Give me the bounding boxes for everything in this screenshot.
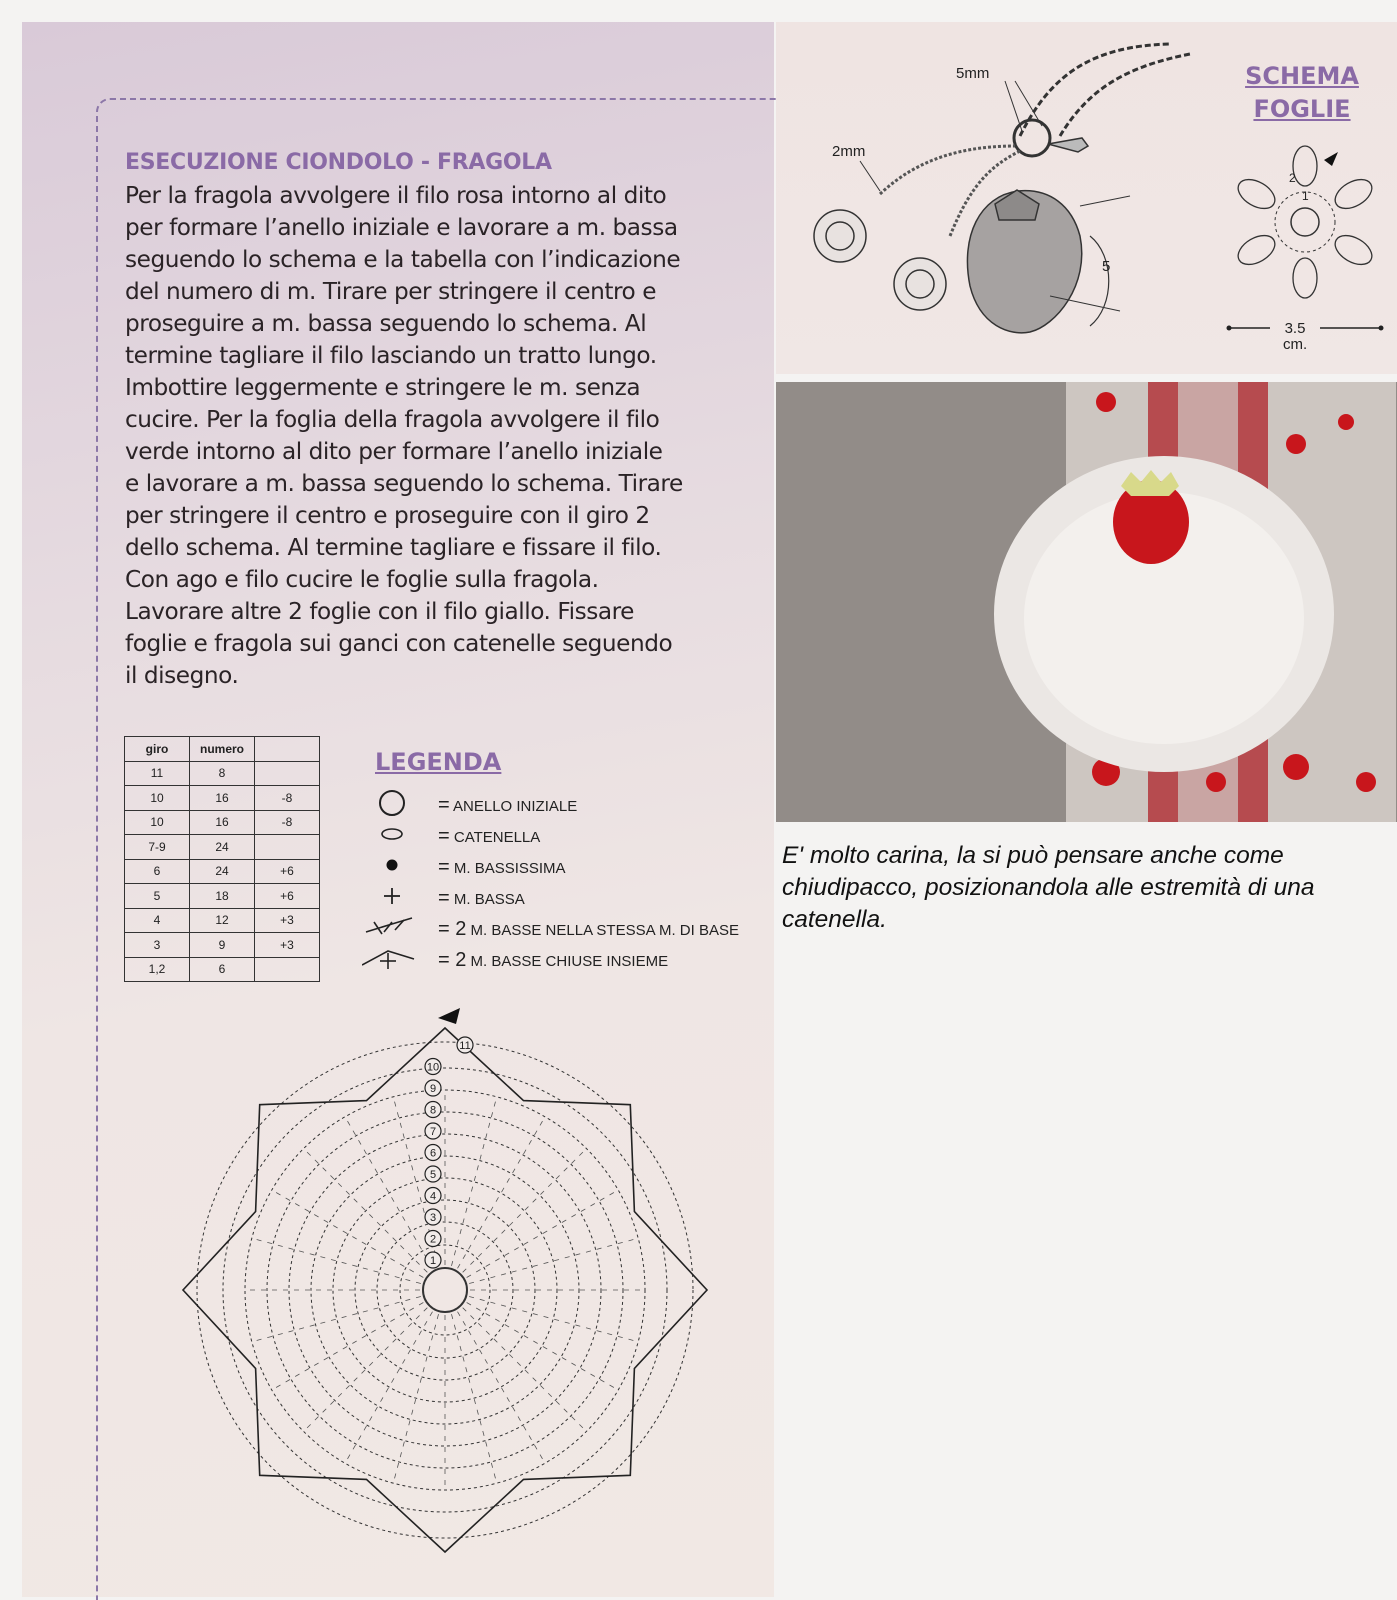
legend-eq: =: [438, 887, 450, 909]
photo-strawberry-bowl: [776, 382, 1397, 822]
diagram-spoke: [458, 1117, 546, 1269]
instructions-line: per stringere il centro e proseguire con il giro 2: [125, 502, 650, 529]
table-cell: 4: [125, 908, 190, 933]
instructions-line: e lavorare a m. bassa seguendo lo schema. Tirare: [125, 470, 683, 497]
table-cell: [255, 957, 320, 982]
instructions-line: verde intorno al dito per formare l’anello iniziale: [125, 438, 663, 465]
instructions-title: ESECUZIONE CIONDOLO - FRAGOLA: [125, 150, 552, 175]
table-header-cell: giro: [125, 737, 190, 762]
legend-label: ANELLO INIZIALE: [453, 798, 578, 815]
diagram-ring: [223, 1068, 667, 1512]
diagram-round-numbers: [425, 1037, 473, 1268]
diagram-spoke: [451, 1314, 496, 1483]
legend-label: M. BASSE CHIUSE INSIEME: [470, 953, 669, 970]
diagram-spoke: [463, 1149, 587, 1273]
table-row: [125, 810, 320, 835]
instructions-line: Imbottire leggermente e stringere le m. senza: [125, 374, 641, 401]
round-number: 5: [429, 1169, 437, 1181]
table-row: [125, 933, 320, 958]
table-cell: +6: [255, 859, 320, 884]
diagram-spoke: [304, 1308, 428, 1432]
table-header-row: [125, 737, 320, 762]
instructions-body: [125, 180, 760, 692]
table-cell: 16: [190, 810, 255, 835]
schema-title-line: SCHEMA: [1245, 62, 1359, 90]
table-cell: 6: [190, 957, 255, 982]
round-number: 6: [429, 1147, 437, 1160]
legend-eq: =: [438, 825, 450, 847]
table-cell: 1,2: [125, 957, 190, 982]
round-number: 7: [429, 1126, 437, 1138]
legend-eq: = 2: [438, 918, 467, 940]
diagram-spoke: [393, 1314, 438, 1483]
diagram-ring: [423, 1268, 467, 1312]
leaf-start-arrow-icon: [1324, 152, 1338, 166]
diagram-spoke: [463, 1308, 587, 1432]
table-cell: +3: [255, 908, 320, 933]
diagram-spoke: [469, 1296, 638, 1341]
chain-stitch-icon: [362, 821, 437, 847]
leaf-petal: [1293, 258, 1317, 298]
leaf-flower-left: [814, 210, 866, 262]
round-number: 9: [429, 1083, 437, 1095]
round-number: 8: [429, 1104, 437, 1117]
size-value: 3.5: [1284, 320, 1306, 337]
table-cell: +3: [255, 933, 320, 958]
size-indicator: [1225, 318, 1385, 338]
instructions-line: dello schema. Al termine tagliare e fissare il filo.: [125, 534, 662, 561]
instructions-line: proseguire a m. bassa seguendo lo schema. Al: [125, 310, 647, 337]
table-cell: 12: [190, 908, 255, 933]
legend-title: LEGENDA: [375, 748, 502, 776]
table-cell: 7-9: [125, 835, 190, 860]
table-cell: [255, 835, 320, 860]
increase-icon: [362, 914, 437, 940]
table-row: [125, 761, 320, 786]
table-cell: 10: [125, 810, 190, 835]
single-crochet-icon: [362, 883, 437, 909]
leaf-petals: [1233, 146, 1377, 298]
round-number: 11: [459, 1040, 471, 1052]
table-row: [125, 835, 320, 860]
table-row: [125, 786, 320, 811]
diagram-ring: [400, 1245, 490, 1335]
decrease-icon: [362, 945, 437, 971]
instructions-line: seguendo lo schema e la tabella con l’indicazione: [125, 246, 681, 273]
start-arrow-icon: [438, 1008, 460, 1024]
legend-eq: =: [438, 794, 450, 816]
leaf-petal: [1233, 174, 1280, 215]
table-cell: 3: [125, 933, 190, 958]
schema-foglie-title: [1242, 60, 1362, 126]
clasp-icon: [1048, 138, 1088, 152]
legend-label: M. BASSE NELLA STESSA M. DI BASE: [470, 922, 739, 939]
photo-caption: E' molto carina, la si può pensare anche come chiudipacco, posizionandola alle estremità di una catenella.: [782, 842, 1315, 933]
instructions-line: termine tagliare il filo lasciando un tratto lungo.: [125, 342, 657, 369]
table-cell: 8: [190, 761, 255, 786]
assembly-drawing: [790, 26, 1250, 366]
table-row: [125, 884, 320, 909]
leaf-flower-right: [894, 258, 946, 310]
table-cell: -8: [255, 810, 320, 835]
table-row: [125, 859, 320, 884]
table-row: [125, 908, 320, 933]
legend-label: M. BASSISSIMA: [453, 860, 566, 877]
legend-label: M. BASSA: [453, 891, 525, 908]
round-number: 1: [429, 1255, 437, 1267]
size-unit: cm.: [1283, 336, 1308, 353]
legend-eq: = 2: [438, 949, 467, 971]
table-cell: 6: [125, 859, 190, 884]
leaf-petal: [1330, 230, 1377, 271]
round-number: 3: [429, 1212, 437, 1224]
table-cell: 10: [125, 786, 190, 811]
table-cell: +6: [255, 884, 320, 909]
table-cell: 24: [190, 835, 255, 860]
table-cell: 16: [190, 786, 255, 811]
diagram-spoke: [467, 1303, 619, 1391]
schema-title-line: FOGLIE: [1253, 95, 1351, 123]
diagram-ring: [197, 1042, 693, 1538]
table-cell: 9: [190, 933, 255, 958]
crochet-leaf: [1121, 470, 1179, 496]
table-row: [125, 957, 320, 982]
instructions-line: foglie e fragola sui ganci con catenelle seguendo: [125, 630, 673, 657]
instructions-line: Lavorare altre 2 foglie con il filo giallo. Fissare: [125, 598, 634, 625]
table-cell: 5: [125, 884, 190, 909]
legend-label: CATENELLA: [453, 829, 541, 846]
instructions-line: Con ago e filo cucire le foglie sulla fragola.: [125, 566, 599, 593]
table-cell: 11: [125, 761, 190, 786]
diagram-spoke: [272, 1303, 424, 1391]
legend-eq: =: [438, 856, 450, 878]
diagram-spoke: [458, 1312, 546, 1464]
round-number: 4: [429, 1190, 437, 1203]
label-5mm: 5mm: [956, 65, 990, 82]
slip-stitch-icon: [362, 852, 437, 878]
label-5: 5: [1102, 258, 1111, 275]
leaf-round-2: 2: [1289, 171, 1296, 185]
leaf-petal: [1293, 146, 1317, 186]
diagram-spoke: [451, 1097, 496, 1266]
table-cell: 18: [190, 884, 255, 909]
table-cell: -8: [255, 786, 320, 811]
diagram-ring: [333, 1178, 557, 1402]
photo-illustration: [776, 382, 1397, 822]
table-cell: [255, 761, 320, 786]
leaf-petal: [1233, 230, 1280, 271]
instructions-line: Per la fragola avvolgere il filo rosa intorno al dito: [125, 182, 667, 209]
table-header-cell: numero: [190, 737, 255, 762]
table-cell: 24: [190, 859, 255, 884]
ring-icon: [362, 790, 437, 816]
table-header-cell: [255, 737, 320, 762]
diagram-ring: [289, 1134, 601, 1446]
label-2mm: 2mm: [832, 143, 866, 160]
round-number: 10: [426, 1061, 440, 1074]
instructions-line: il disegno.: [125, 662, 239, 689]
diagram-spoke: [252, 1296, 421, 1341]
rounds-table: [124, 736, 320, 982]
leaf-schema-diagram: [1220, 134, 1390, 314]
instructions-line: del numero di m. Tirare per stringere il centro e: [125, 278, 657, 305]
diagram-rings: [197, 1042, 693, 1538]
leaf-petal: [1330, 174, 1377, 215]
instructions-line: per formare l’anello iniziale e lavorare a m. bassa: [125, 214, 678, 241]
round-number: 2: [429, 1233, 437, 1246]
instructions-line: cucire. Per la foglia della fragola avvolgere il filo: [125, 406, 660, 433]
strawberry-crochet-diagram: [160, 1000, 740, 1600]
leaf-round-1: 1: [1302, 189, 1309, 203]
